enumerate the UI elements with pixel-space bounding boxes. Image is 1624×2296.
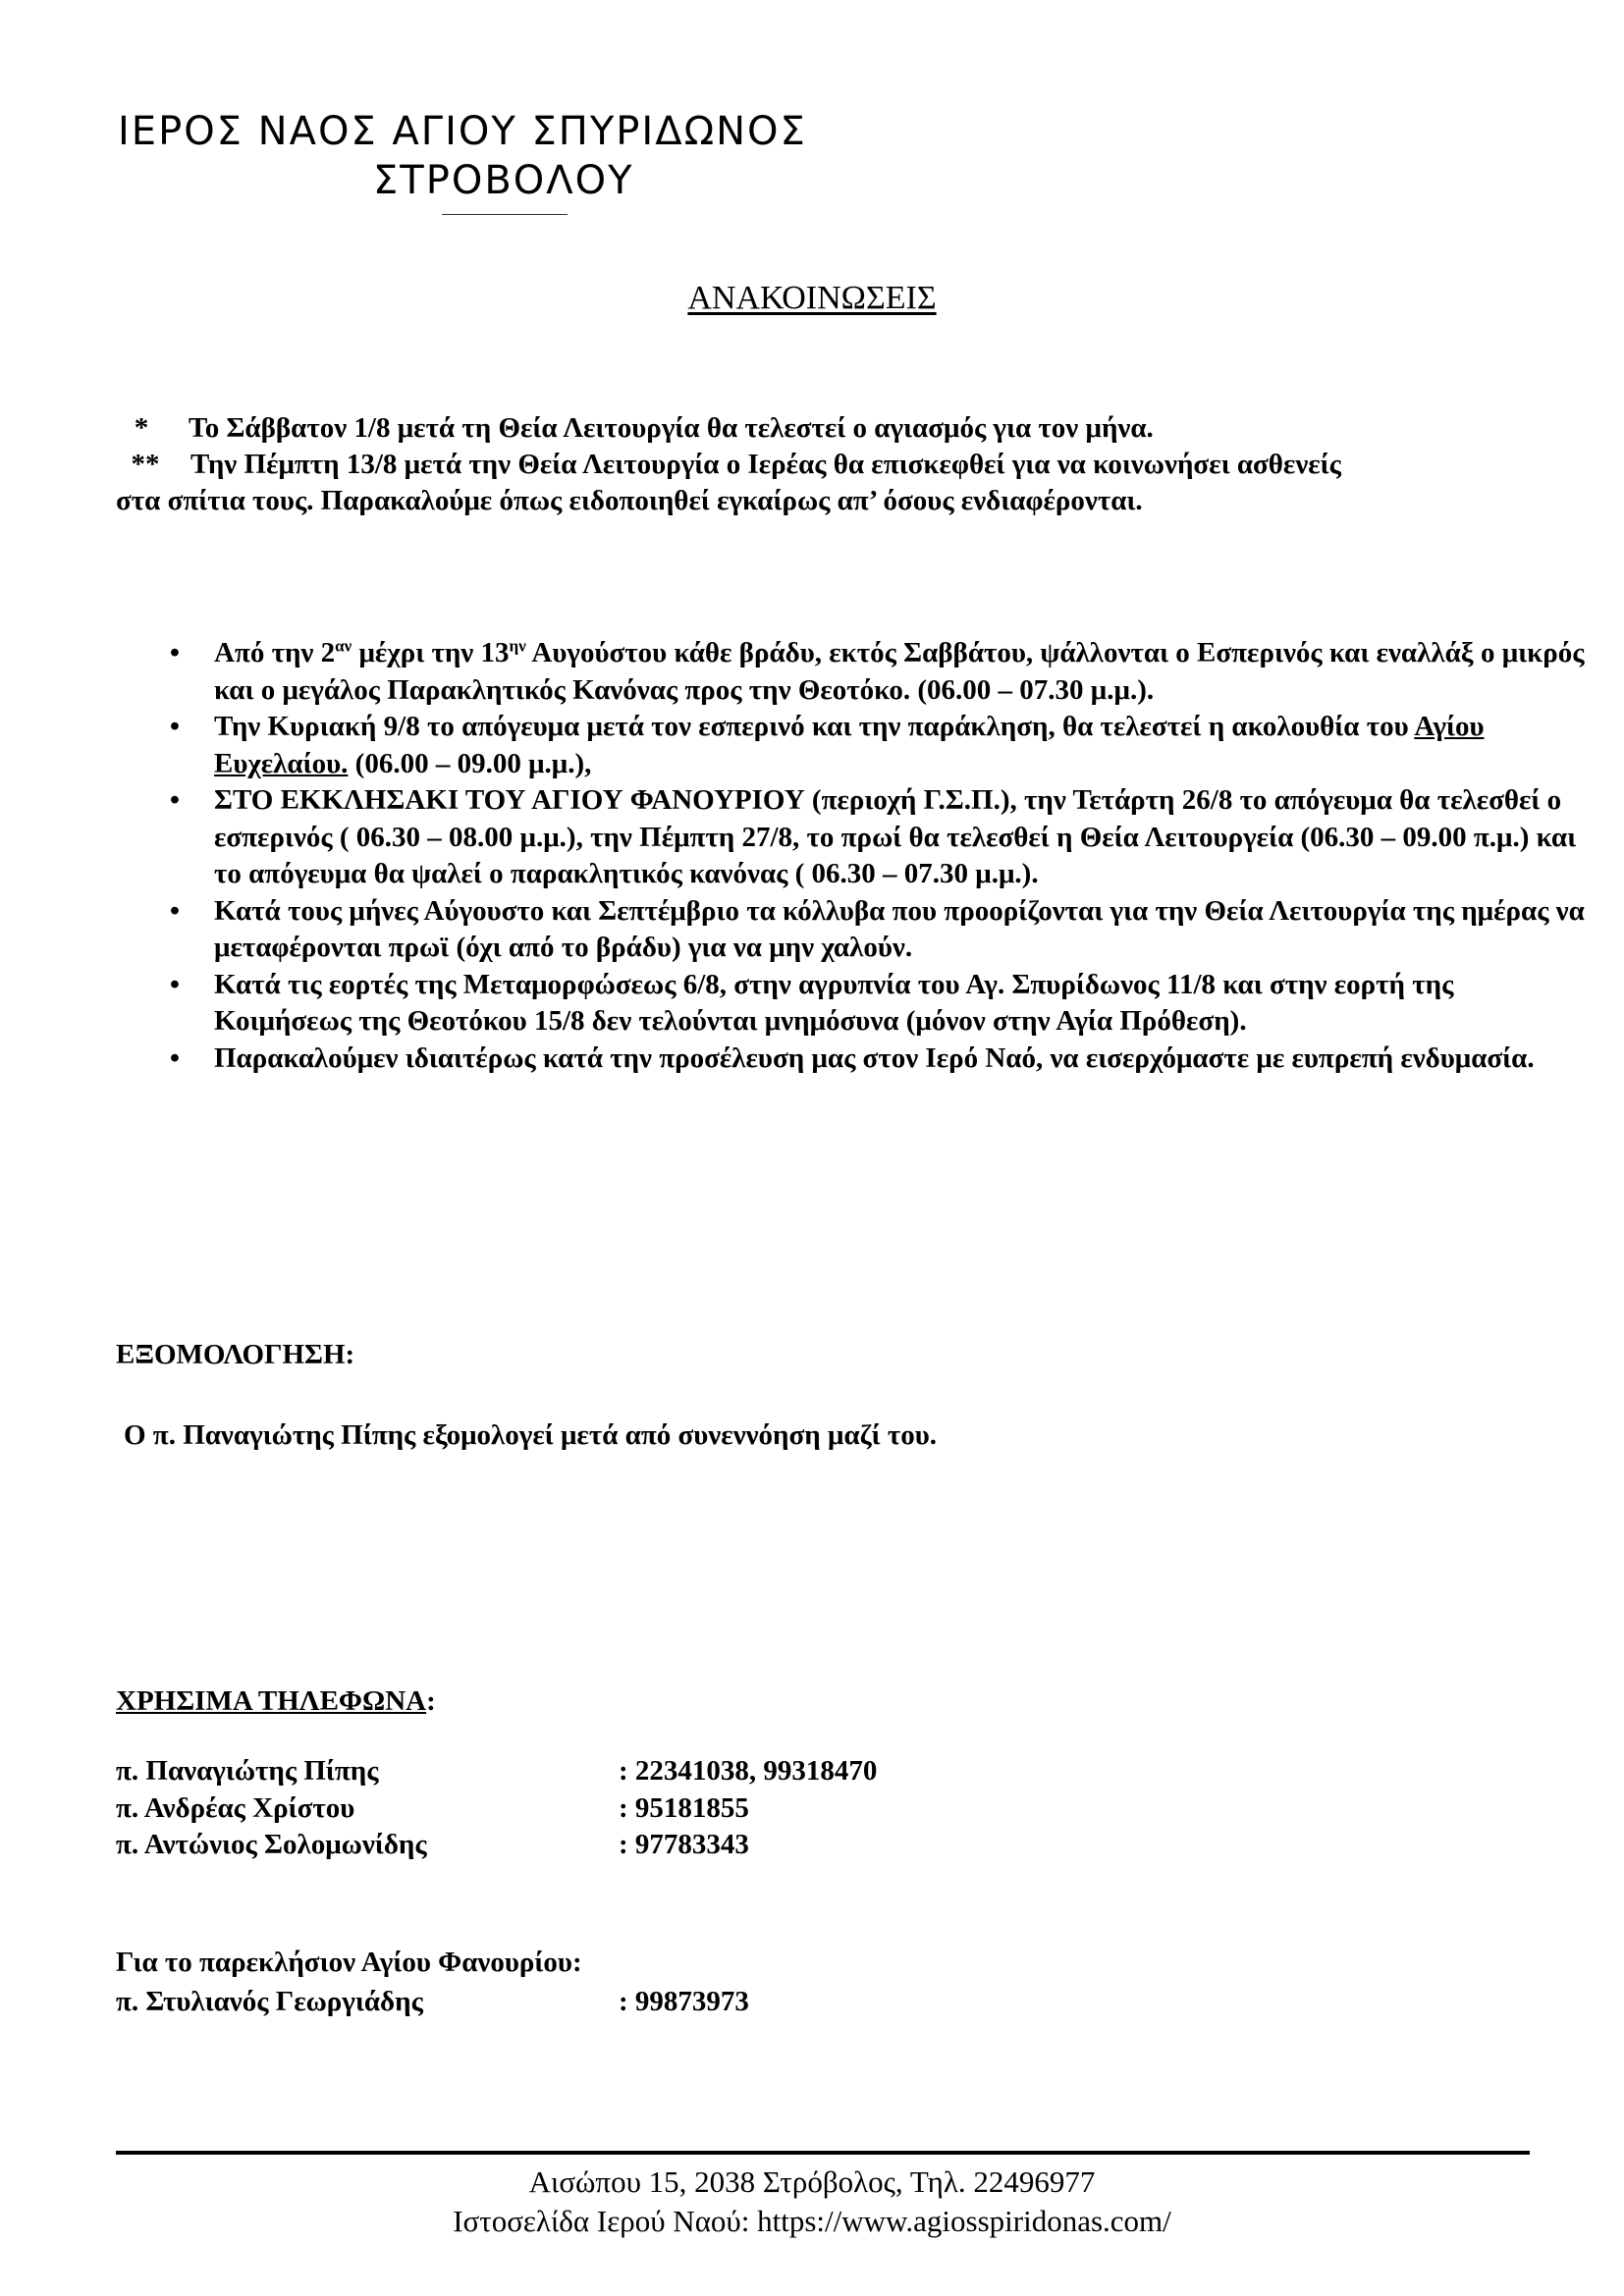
- contact-number: : 99873973: [619, 1986, 749, 2017]
- contact-name: π. Αντώνιος Σολομωνίδης: [116, 1829, 427, 1860]
- ordinal-suffix: ην: [509, 636, 526, 656]
- bullet-icon: •: [169, 1041, 181, 1074]
- underlined-text: Αγίου Ευχελαίου.: [214, 711, 1485, 779]
- contact-number: : 95181855: [619, 1791, 749, 1824]
- list-item: [165, 635, 1589, 709]
- page-title: ΑΝΑΚΟΙΝΩΣΕΙΣ: [687, 280, 937, 316]
- phones-heading-text: ΧΡΗΣΙΜΑ ΤΗΛΕΦΩΝΑ: [116, 1685, 427, 1717]
- confession-heading: ΕΞΟΜΟΛΟΓΗΣΗ:: [116, 1339, 355, 1370]
- list-item: [165, 709, 1589, 782]
- note-continuation: στα σπίτια τους. Παρακαλούμε όπως ειδοποιηθεί εγκαίρως απ’ όσους ενδιαφέρονται.: [116, 485, 1143, 516]
- list-item: [165, 1041, 1589, 1078]
- contact-number: : 22341038, 99318470: [619, 1755, 878, 1787]
- bullet-icon: •: [169, 784, 181, 816]
- contact-row: [116, 1984, 749, 2021]
- bullet-icon: •: [169, 968, 181, 1000]
- contacts-list: [116, 1753, 877, 1864]
- phones-heading: [116, 1685, 436, 1718]
- church-name-line1: ΙΕΡΟΣ ΝΑΟΣ ΑΓΙΟΥ ΣΠΥΡΙΔΩΝΟΣ: [118, 109, 807, 154]
- item-text: ΣΤΟ ΕΚΚΛΗΣΑΚΙ ΤΟΥ ΑΓΙΟΥ ΦΑΝΟΥΡΙΟΥ (περιοχή Γ.Σ.Π.), την Τετάρτη 26/8 το απόγευμα θα τελεσθεί ο εσπερινός ( 06.30 – 08.00 μ.μ.), την Πέμπτη 27/8, το πρωί θα τελεσθεί η Θεία Λειτουργεία (06.30 – 09.00 π.μ.) και το απόγευμα θα ψαλεί ο παρακλητικός κανόνας ( 06.30 – 07.30 μ.μ.).: [214, 784, 1577, 889]
- list-item: [165, 893, 1589, 967]
- contact-number: : 97783343: [619, 1829, 749, 1860]
- footer-address: Αισώπου 15, 2038 Στρόβολος, Τηλ. 22496977: [528, 2164, 1096, 2199]
- chapel-contact: [116, 1984, 749, 2021]
- page-footer: [0, 2163, 1624, 2241]
- contact-name: π. Παναγιώτης Πίπης: [116, 1755, 379, 1787]
- contact-row: [116, 1753, 877, 1790]
- bullet-icon: •: [169, 711, 181, 742]
- contact-row: [116, 1790, 877, 1828]
- church-name-line2: ΣΤΡΟΒΟΛΟΥ: [373, 158, 634, 203]
- item-text: Την Κυριακή 9/8 το απόγευμα μετά τον εσπερινό και την παράκληση, θα τελεστεί η ακολουθία του: [214, 711, 1415, 742]
- item-text: Αυγούστου κάθε βράδυ, εκτός Σαββάτου, ψάλλονται ο Εσπερινός και εναλλάξ ο μικρός και ο μεγάλος Παρακλητικός Κανόνας προς την Θεοτόκο. (06.00 – 07.30 μ.μ.).: [214, 637, 1585, 706]
- item-text: μέχρι την 13: [352, 637, 510, 668]
- item-text: Παρακαλούμεν ιδιαιτέρως κατά την προσέλευση μας στον Ιερό Ναό, να εισερχόμαστε με ευπρεπή ενδυμασία.: [214, 1041, 1535, 1074]
- header-divider: [442, 214, 568, 215]
- confession-text: Ο π. Παναγιώτης Πίπης εξομολογεί μετά από συνεννόηση μαζί του.: [124, 1419, 938, 1451]
- notes-section: [116, 410, 1530, 519]
- asterisk-mark: *: [134, 412, 149, 444]
- footer-divider: [116, 2151, 1530, 2155]
- contact-name: π. Ανδρέας Χρίστου: [116, 1791, 355, 1824]
- announcements-list: [165, 635, 1589, 1077]
- bullet-icon: •: [169, 894, 181, 927]
- list-item: [165, 782, 1589, 893]
- item-text: (06.00 – 09.00 μ.μ.),: [348, 747, 592, 779]
- item-text: Από την 2: [214, 637, 336, 668]
- ordinal-suffix: αν: [335, 636, 352, 656]
- chapel-heading: Για το παρεκλήσιον Αγίου Φανουρίου:: [116, 1947, 582, 1978]
- contact-row: [116, 1827, 877, 1864]
- note-item: [116, 410, 1530, 447]
- bullet-icon: •: [169, 637, 181, 668]
- footer-website: Ιστοσελίδα Ιερού Ναού: https://www.agiosspiridonas.com/: [453, 2204, 1171, 2238]
- phones-heading-colon: :: [426, 1685, 436, 1717]
- note-text: Το Σάββατον 1/8 μετά τη Θεία Λειτουργία θα τελεστεί ο αγιασμός για τον μήνα.: [189, 412, 1154, 444]
- list-item: [165, 967, 1589, 1041]
- contact-name: π. Στυλιανός Γεωργιάδης: [116, 1986, 423, 2017]
- asterisk-mark: **: [131, 449, 160, 480]
- note-item: [116, 447, 1530, 483]
- note-text: Την Πέμπτη 13/8 μετά την Θεία Λειτουργία ο Ιερέας θα επισκεφθεί για να κοινωνήσει ασθενείς: [190, 449, 1341, 480]
- item-text: Κατά τις εορτές της Μεταμορφώσεως 6/8, στην αγρυπνία του Αγ. Σπυρίδωνος 11/8 και στην εορτή της Κοιμήσεως της Θεοτόκου 15/8 δεν τελούνται μνημόσυνα (μόνον στην Αγία Πρόθεση).: [214, 968, 1454, 1037]
- church-header: [118, 108, 923, 206]
- item-text: Κατά τους μήνες Αύγουστο και Σεπτέμβριο τα κόλλυβα που προορίζονται για την Θεία Λειτουργία της ημέρας να μεταφέρονται πρωϊ (όχι από το βράδυ) για να μην χαλούν.: [214, 894, 1585, 963]
